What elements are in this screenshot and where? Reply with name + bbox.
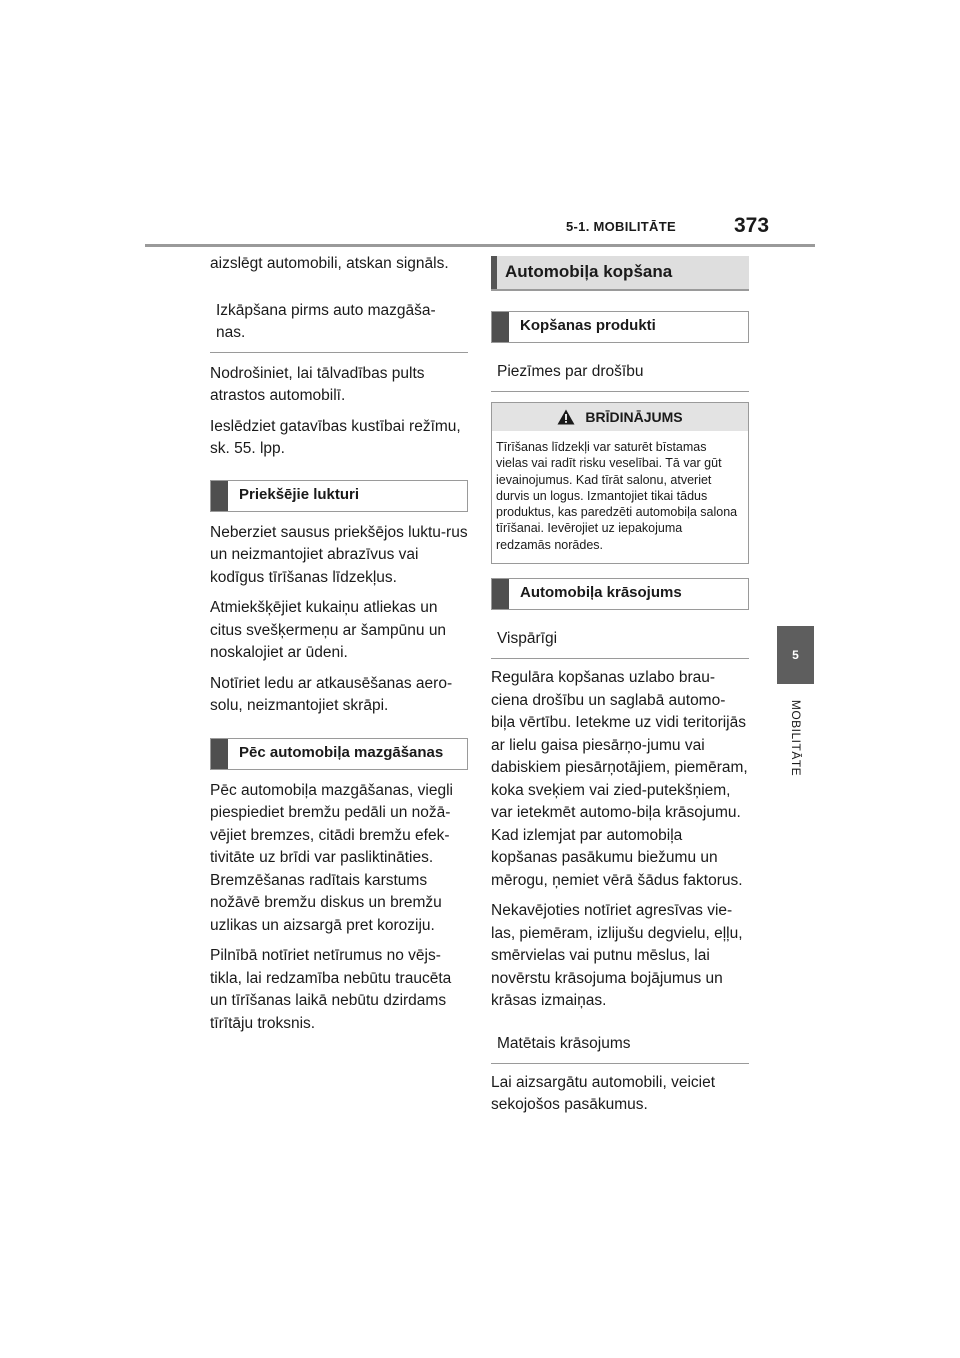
intro-text: aizslēgt automobili, atskan signāls. (210, 255, 449, 272)
paragraph-paint-2: Nekavējoties notīriet agresīvas vie-las, piemēram, izlijušu degvielu, eļļu, smērvielas vai putnu mēslus, lai novērstu krāsojuma bojājumus un krāsas izmaiņas. (491, 902, 743, 1010)
left-column (210, 253, 468, 1043)
warning-header (492, 403, 748, 431)
subheading-before-wash: Izkāpšana pirms auto mazgāša- nas. (210, 296, 468, 353)
warning-title: BRĪDINĀJUMS (585, 409, 683, 425)
heading-vehicle-paint: Automobiļa krāsojums (491, 578, 749, 610)
warning-box (491, 402, 749, 564)
header-divider (145, 244, 815, 247)
heading-headlights: Priekšējie lukturi (210, 480, 468, 512)
heading-after-wash: Pēc automobiļa mazgāšanas (210, 738, 468, 770)
heading-vehicle-care: Automobiļa kopšana (491, 256, 749, 291)
warning-triangle-icon (557, 409, 575, 425)
subheading-matte-paint: Matētais krāsojums (491, 1029, 749, 1064)
warning-text: Tīrīšanas līdzekļi var saturēt bīstamas vielas vai radīt risku veselībai. Tā var gūt ievainojumus. Kad tīrāt salonu, atveriet durvis un logus. Izmantojiet tikai tādus produktus, kas paredzēti automobiļa salona tīrīšanai. Ievērojiet uz iepakojuma redzamās norādes. (496, 440, 738, 552)
paragraph-paint-1: Regulāra kopšanas uzlabo brau-ciena drošību un saglabā automo-biļa vērtību. Ietekme uz vidi teritorijās ar lielu gaisa piesārņo-jumu vai dabiskiem piesārņotājiem, piemēram, koka sveķiem vai zied-putekšņiem, var ietekmēt automo-biļa krāsojumu. Kad izlemjat par automobiļa kopšanas pasākumu biežumu un mērogu, ņemiet vērā šādus faktorus. (491, 669, 748, 889)
paragraph-remote: Nodrošiniet, lai tālvadības pults atrastos automobilī. (210, 364, 425, 404)
subheading-safety-notes: Piezīmes par drošību (491, 357, 749, 392)
chapter-label: MOBILITĀTE (789, 699, 803, 777)
paragraph-headlights-1: Neberziet sausus priekšējos luktu-rus un neizmantojiet abrazīvus vai kodīgus tīrīšanas līdzekļus. (210, 523, 468, 586)
paragraph-headlights-2: Atmiekšķējiet kukaiņu atliekas un citus svešķermeņu ar šampūnu un noskalojiet ar ūdeni. (210, 599, 447, 661)
right-column (491, 253, 749, 1125)
paragraph-after-wash-1: Pēc automobiļa mazgāšanas, viegli piespiediet bremžu pedāli un nožā-vējiet bremzes, citādi bremžu efek-tivitāte uz brīdi var pasliktināties. Bremzēšanas radītais karstums nožāvē bremžu diskus un bremžu uzlikas un aizsargā pret koroziju. (210, 781, 453, 934)
paragraph-matte: Lai aizsargātu automobili, veiciet sekojošos pasākumus. (491, 1073, 716, 1114)
paragraph-after-wash-2: Pilnībā notīriet netīrumus no vējs-tikla, lai redzamība nebūtu traucēta un tīrīšanas laikā nebūtu dzirdams tīrītāju troksnis. (210, 947, 452, 1032)
heading-care-products: Kopšanas produkti (491, 311, 749, 343)
page-number: 373 (734, 214, 770, 237)
subheading-general: Vispārīgi (491, 624, 749, 659)
paragraph-headlights-3: Notīriet ledu ar atkausēšanas aero-solu, neizmantojiet skrāpi. (210, 674, 453, 714)
paragraph-ready-mode: Ieslēdziet gatavības kustībai režīmu, sk. 55. lpp. (210, 417, 461, 457)
chapter-number: 5 (792, 648, 799, 662)
section-title: 5-1. MOBILITĀTE (566, 219, 676, 234)
chapter-tab (777, 626, 814, 684)
